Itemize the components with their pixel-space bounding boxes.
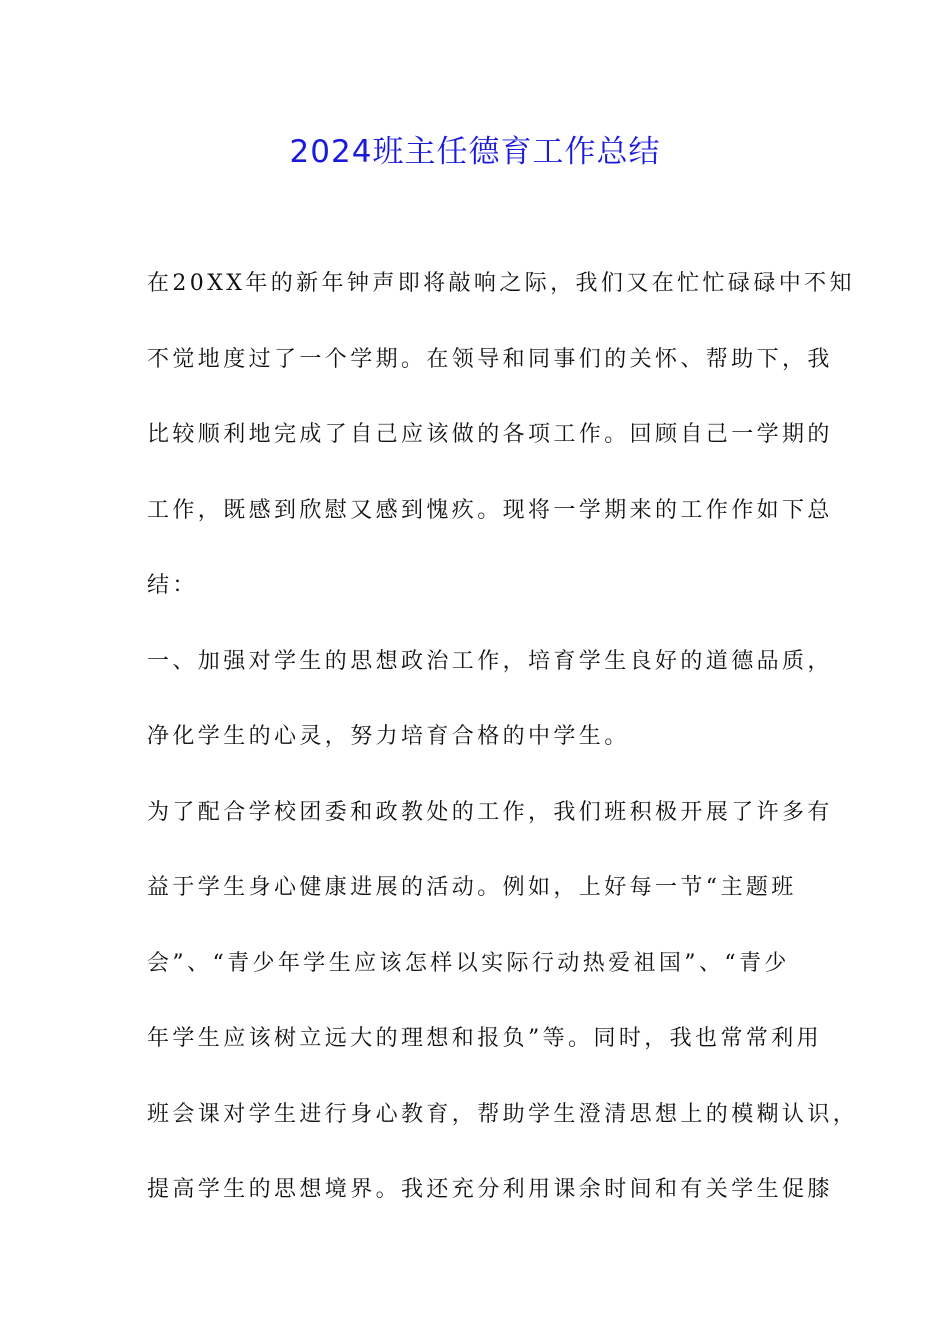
body-line: 益于学生身心健康进展的活动。例如，上好每一节“主题班: [147, 875, 797, 900]
section-heading-line: 净化学生的心灵，努力培育合格的中学生。: [147, 724, 630, 749]
document-title: 2024班主任德育工作总结: [289, 134, 661, 170]
body-line: 提高学生的思想境界。我还充分利用课余时间和有关学生促膝: [147, 1177, 833, 1202]
body-line: 会”、“青少年学生应该怎样以实际行动热爱祖国”、“青少: [147, 950, 790, 976]
body-line: 年学生应该树立远大的理想和报负”等。同时，我也常常利用: [147, 1026, 823, 1051]
body-line: 结：: [147, 573, 198, 598]
body-line: 不觉地度过了一个学期。在领导和同事们的关怀、帮助下，我: [147, 346, 833, 372]
document-body: [147, 262, 859, 1244]
body-line: 在20XX年的新年钟声即将敲响之际，我们又在忙忙碌碌中不知: [147, 271, 855, 296]
section-heading-line: 一、加强对学生的思想政治工作，培育学生良好的道德品质，: [147, 648, 833, 674]
body-line: 班会课对学生进行身心教育，帮助学生澄清思想上的模糊认识，: [147, 1101, 859, 1127]
body-line: 工作，既感到欣慰又感到愧疚。现将一学期来的工作作如下总: [147, 497, 833, 523]
body-line: 为了配合学校团委和政教处的工作，我们班积极开展了许多有: [147, 799, 833, 825]
body-line: 比较顺利地完成了自己应该做的各项工作。回顾自己一学期的: [147, 422, 833, 447]
